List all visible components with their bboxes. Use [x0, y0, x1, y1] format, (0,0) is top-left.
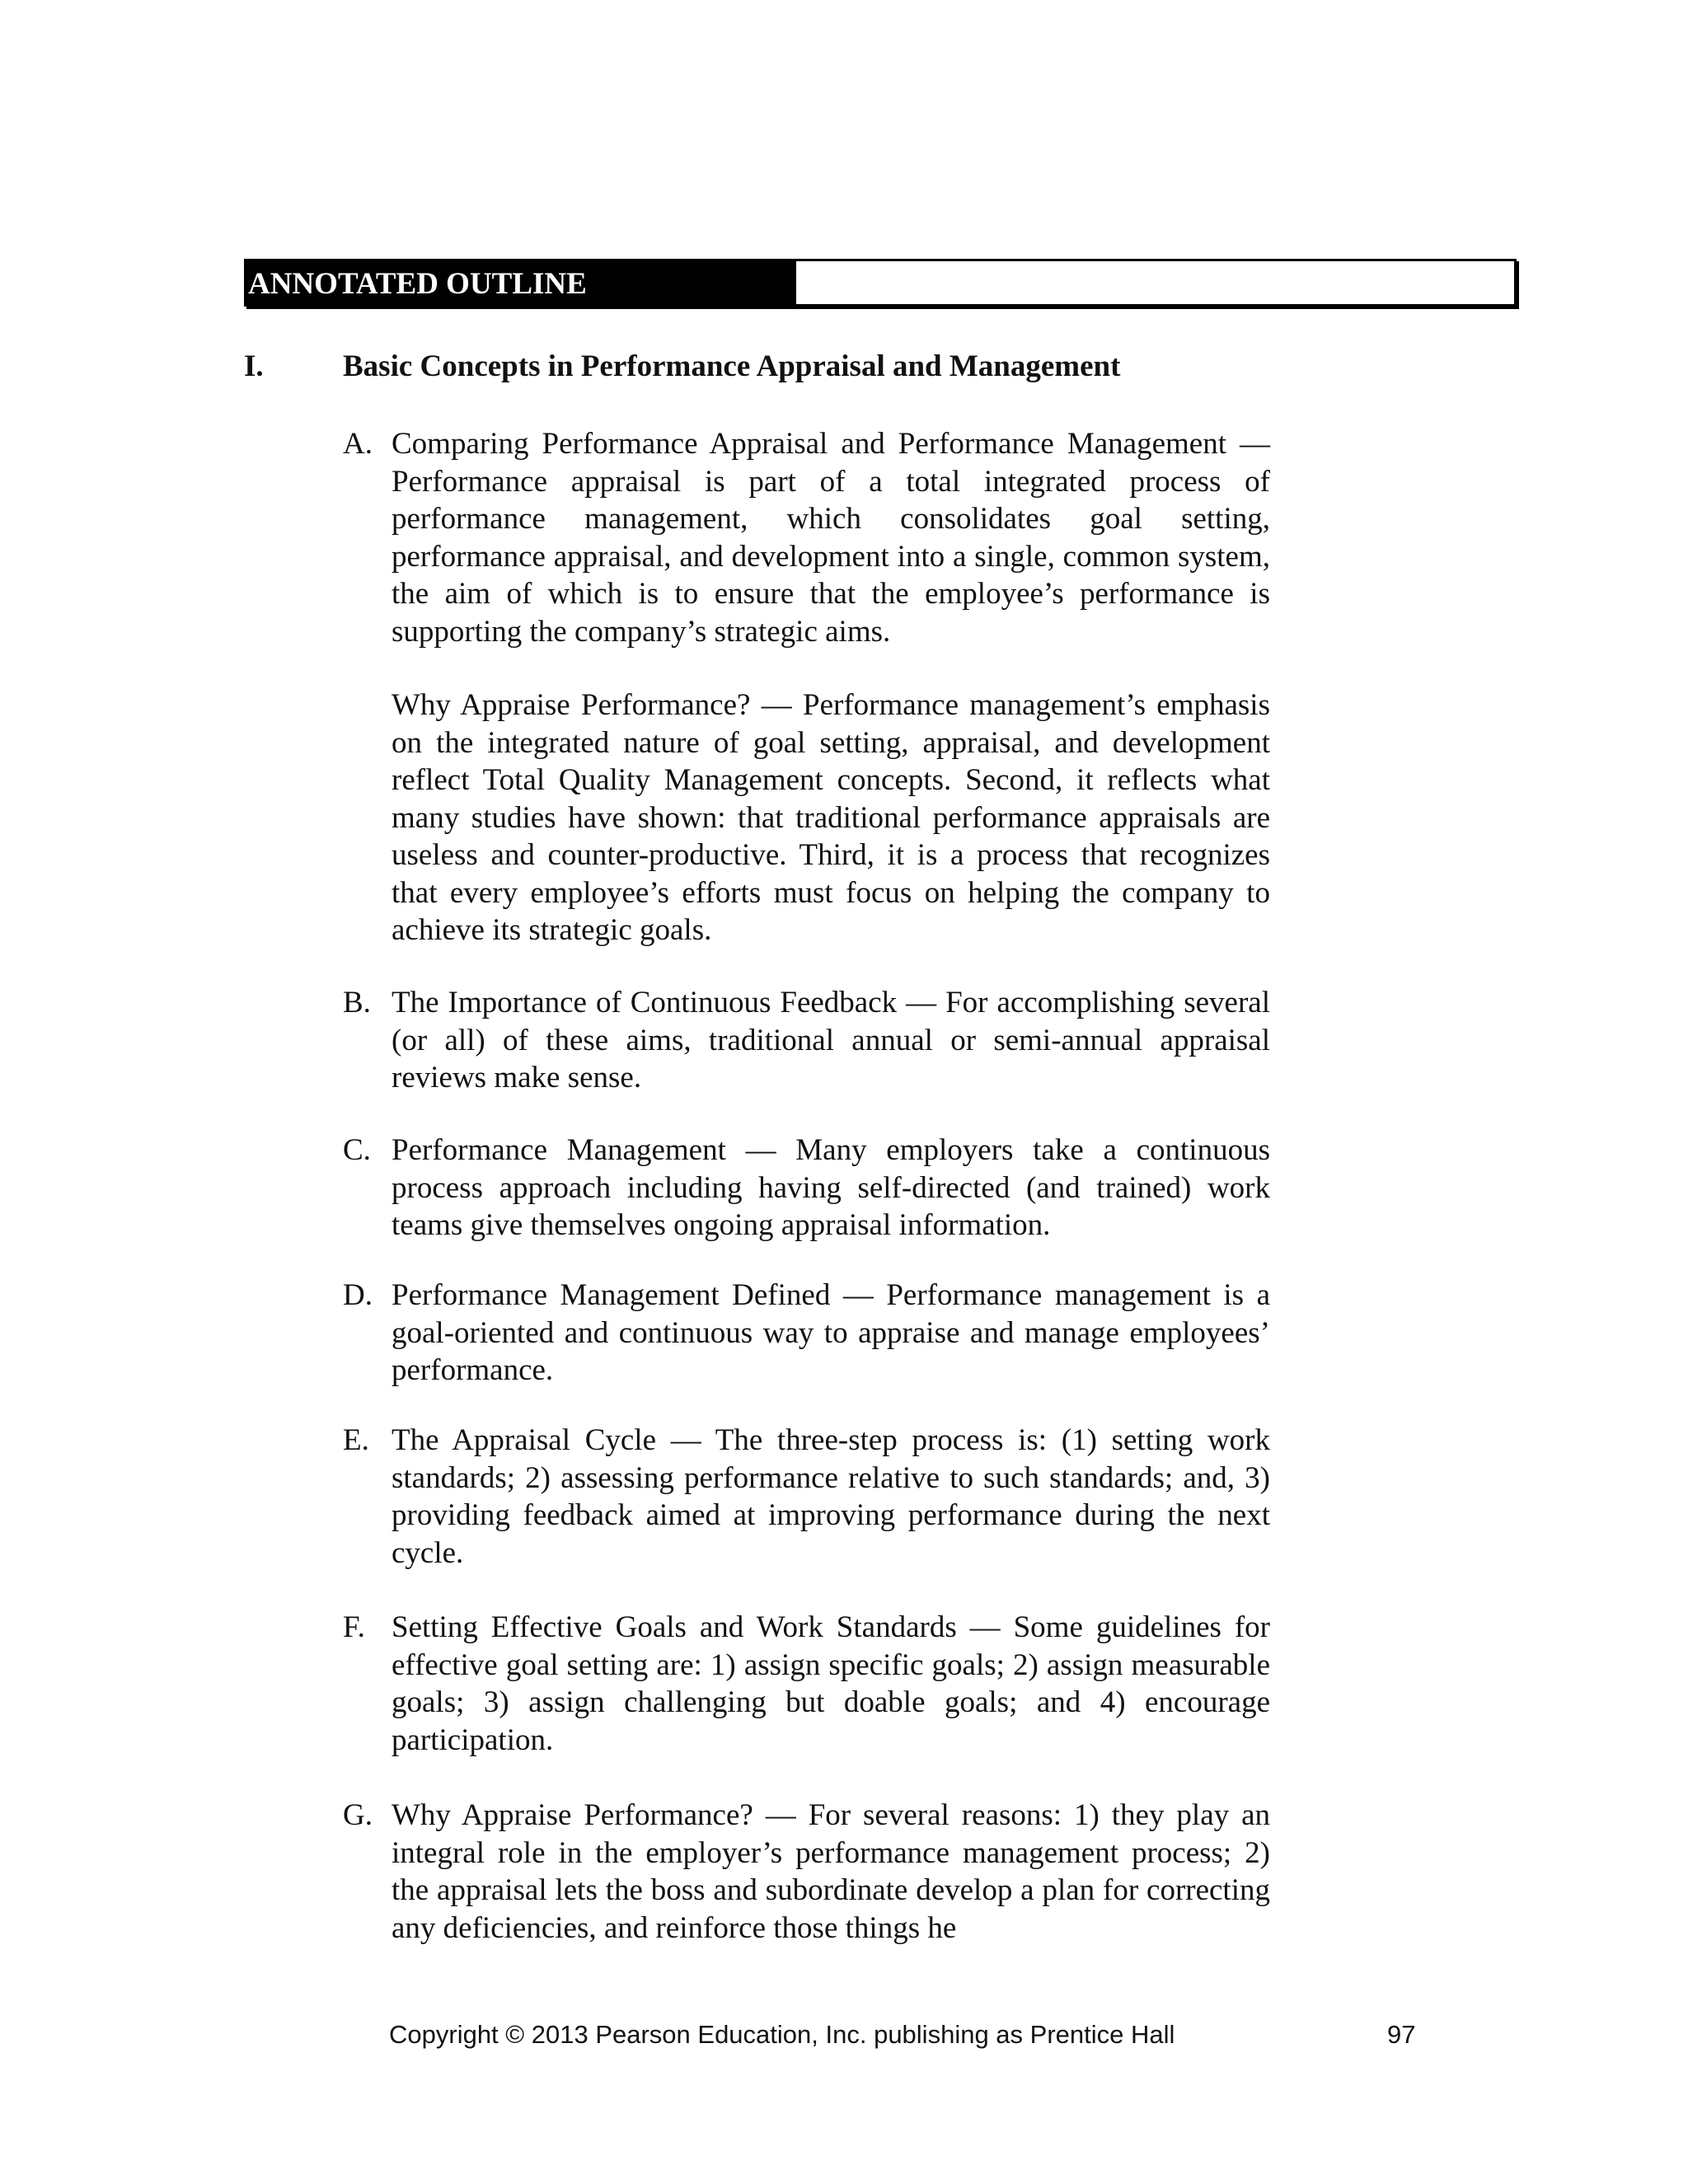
item-b-paragraph: The Importance of Continuous Feedback — For accomplishing several (or all) of these aims, traditional annual or semi-annual appraisal reviews make sense. — [392, 986, 1270, 1094]
section-numeral: I. — [244, 349, 264, 383]
header-black-block — [246, 261, 796, 304]
item-letter-b: B. — [343, 986, 371, 1019]
item-letter-g: G. — [343, 1798, 373, 1832]
item-e-paragraph: The Appraisal Cycle — The three-step process is: (1) setting work standards; 2) assessing performance relative to such standards; and, 3) providing feedback aimed at improving performance during the next cycle. — [392, 1423, 1270, 1570]
item-a-paragraph-2: Why Appraise Performance? — Performance management’s emphasis on the integrated nature of goal setting, appraisal, and development reflect Total Quality Management concepts. Second, it reflects what many studies have shown: that traditional performance appraisals are useless and counter-productive. Third, it is a process that recognizes that every employee’s efforts must focus on helping the company to achieve its strategic goals. — [392, 688, 1270, 947]
item-letter-d: D. — [343, 1278, 373, 1312]
item-letter-f: F. — [343, 1610, 365, 1644]
item-letter-c: C. — [343, 1133, 371, 1167]
item-g-paragraph: Why Appraise Performance? — For several reasons: 1) they play an integral role in the employer’s performance management process; 2) the appraisal lets the boss and subordinate develop a plan for correcting any deficiencies, and reinforce those things he — [392, 1798, 1270, 1945]
footer-copyright: Copyright © 2013 Pearson Education, Inc. publishing as Prentice Hall — [389, 2020, 1175, 2049]
item-d-paragraph: Performance Management Defined — Performance management is a goal-oriented and continuous way to appraise and manage employees’ performance. — [392, 1278, 1270, 1387]
section-title: Basic Concepts in Performance Appraisal and Management — [343, 349, 1121, 383]
item-letter-a: A. — [343, 427, 373, 461]
header-title: ANNOTATED OUTLINE — [248, 267, 587, 301]
item-letter-e: E. — [343, 1423, 369, 1457]
item-f-paragraph: Setting Effective Goals and Work Standards — Some guidelines for effective goal setting are: 1) assign specific goals; 2) assign measurable goals; 3) assign challenging but doable goals; and 4) encourage participation. — [392, 1610, 1270, 1757]
section-header-bar — [244, 259, 1517, 307]
item-a-paragraph-1: Comparing Performance Appraisal and Performance Management — Performance appraisal is part of a total integrated process of performance management, which consolidates goal setting, performance appraisal, and development into a single, common system, the aim of which is to ensure that the employee’s performance is supporting the company’s strategic aims. — [392, 427, 1270, 649]
item-c-paragraph: Performance Management — Many employers take a continuous process approach including having self-directed (and trained) work teams give themselves ongoing appraisal information. — [392, 1133, 1270, 1242]
footer-page-number: 97 — [1387, 2020, 1416, 2049]
